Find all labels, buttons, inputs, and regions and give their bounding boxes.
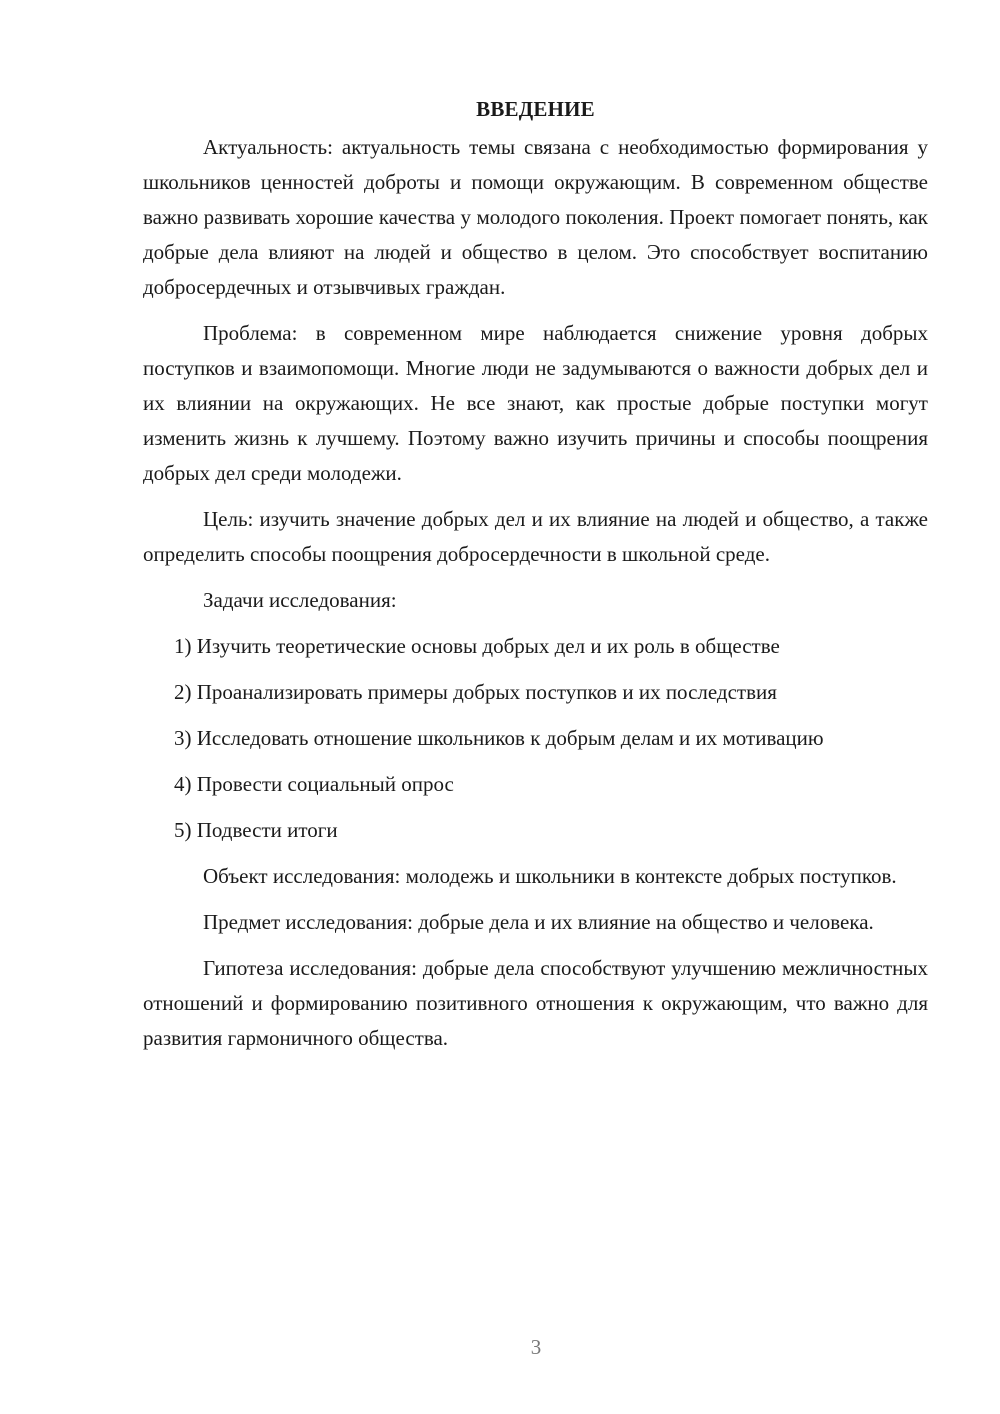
task-item: 3) Исследовать отношение школьников к добрым делам и их мотивацию [174, 726, 824, 750]
relevance-paragraph: Актуальность: актуальность темы связана с необходимостью формирования у школьников ценностей доброты и помощи окружающим. В современном обществе важно развивать хорошие качества у молодого поколения. Проект помогает понять, как добрые дела влияют на людей и общество в целом. Это способствует воспитанию добросердечных и отзывчивых граждан. [143, 135, 928, 299]
problem-paragraph: Проблема: в современном мире наблюдается снижение уровня добрых поступков и взаимопомощи. Многие люди не задумываются о важности добрых дел и их влиянии на окружающих. Не все знают, как простые добрые поступки могут изменить жизнь к лучшему. Поэтому важно изучить причины и способы поощрения добрых дел среди молодежи. [143, 321, 928, 485]
document-page [143, 92, 928, 1056]
page-number: 3 [530, 1335, 542, 1359]
task-item: 2) Проанализировать примеры добрых поступков и их последствия [174, 680, 777, 704]
tasks-heading: Задачи исследования: [203, 588, 397, 612]
hypothesis-paragraph: Гипотеза исследования: добрые дела способствуют улучшению межличностных отношений и формированию позитивного отношения к окружающим, что важно для развития гармоничного общества. [143, 956, 928, 1050]
subject-paragraph: Предмет исследования: добрые дела и их влияние на общество и человека. [203, 910, 874, 934]
task-item: 5) Подвести итоги [174, 818, 338, 842]
task-item: 1) Изучить теоретические основы добрых дел и их роль в обществе [174, 634, 780, 658]
task-item: 4) Провести социальный опрос [174, 772, 454, 796]
section-heading: ВВЕДЕНИЕ [476, 97, 595, 121]
goal-paragraph: Цель: изучить значение добрых дел и их влияние на людей и общество, а также определить способы поощрения добросердечности в школьной среде. [143, 507, 928, 566]
object-paragraph: Объект исследования: молодежь и школьники в контексте добрых поступков. [203, 864, 897, 888]
